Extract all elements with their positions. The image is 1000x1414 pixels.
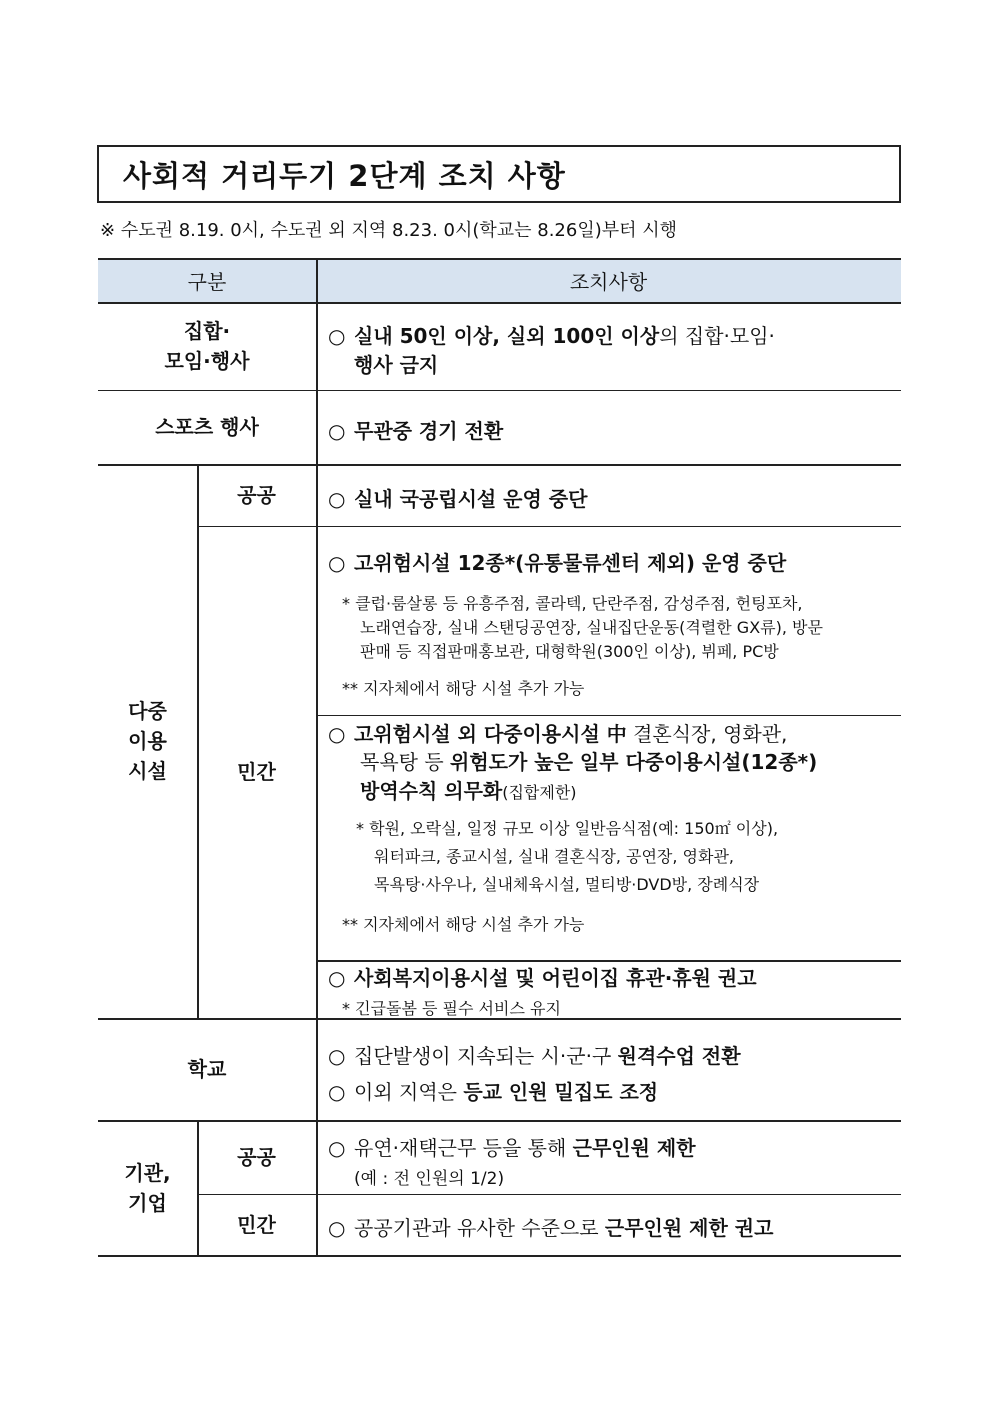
category-org-line1: 기관, bbox=[124, 1160, 171, 1185]
measure-text: 목욕탕 등 bbox=[360, 750, 450, 774]
measure-text: 등교 인원 밀집도 조정 bbox=[463, 1080, 659, 1104]
measure-text: 고위험시설 12종*(유통물류센터 제외) 운영 중단 bbox=[354, 551, 787, 575]
measure-text: 실내 50인 이상, 실외 100인 이상 bbox=[354, 324, 660, 348]
category-gathering-line2: 모임·행사 bbox=[164, 349, 250, 373]
bullet-icon: ○ bbox=[328, 487, 346, 511]
bullet-icon: ○ bbox=[328, 419, 346, 443]
page-title bbox=[97, 145, 901, 203]
footnote-line: 노래연습장, 실내 스탠딩공연장, 실내집단운동(격렬한 GX류), 방문 bbox=[360, 618, 823, 637]
measure-org-private bbox=[328, 1212, 773, 1241]
bullet-icon: ○ bbox=[328, 551, 346, 575]
measure-quarantine-rules-line3 bbox=[360, 775, 577, 804]
effective-date-notice: ※ 수도권 8.19. 0시, 수도권 외 지역 8.23. 0시(학교는 8.26일)부터 시행 bbox=[100, 220, 678, 241]
footnote-line: 워터파크, 종교시설, 실내 결혼식장, 공연장, 영화관, bbox=[374, 847, 734, 866]
category-school: 학교 bbox=[187, 1057, 227, 1081]
measure-school-remote bbox=[328, 1040, 741, 1069]
category-multi-line2: 이용 bbox=[128, 729, 167, 753]
bullet-icon: ○ bbox=[328, 1136, 346, 1160]
subcategory-private: 민간 bbox=[237, 760, 276, 784]
bullet-icon: ○ bbox=[328, 1216, 346, 1240]
footnote-line: * 클럽·룸살롱 등 유흥주점, 콜라텍, 단란주점, 감성주점, 헌팅포차, bbox=[342, 594, 803, 613]
category-gathering bbox=[98, 302, 316, 390]
measure-text: 무관중 경기 전환 bbox=[354, 419, 504, 443]
bullet-icon: ○ bbox=[328, 1044, 346, 1068]
measure-org-public-note: (예 : 전 인원의 1/2) bbox=[354, 1169, 505, 1189]
measure-welfare-closure bbox=[328, 962, 757, 991]
header-measures: 조치사항 bbox=[569, 269, 648, 294]
subcategory-private: 민간 bbox=[237, 1212, 276, 1237]
measures-table bbox=[98, 258, 901, 1258]
category-multi-line3: 시설 bbox=[128, 759, 167, 783]
category-multi-use-facilities bbox=[98, 464, 197, 1018]
subcategory-public: 공공 bbox=[237, 483, 276, 507]
measure-text: 결혼식장, 영화관, bbox=[626, 722, 788, 746]
category-gathering-line1: 집합· bbox=[183, 319, 231, 343]
measure-quarantine-rules-line1 bbox=[328, 718, 787, 747]
measure-text: 원격수업 전환 bbox=[617, 1044, 741, 1068]
bullet-icon: ○ bbox=[328, 1080, 346, 1104]
header-category: 구분 bbox=[187, 269, 227, 294]
measure-text: 근무인원 제한 권고 bbox=[604, 1216, 774, 1240]
measure-text: 이외 지역은 bbox=[354, 1080, 464, 1104]
measure-text: 의 집합·모임· bbox=[659, 324, 775, 348]
measure-text: 공공기관과 유사한 수준으로 bbox=[354, 1216, 605, 1240]
title-text: 사회적 거리두기 2단계 조치 사항 bbox=[123, 158, 566, 193]
measure-text: 실내 국공립시설 운영 중단 bbox=[354, 487, 588, 511]
footnote-extra: ** 지자체에서 해당 시설 추가 가능 bbox=[342, 679, 585, 698]
category-institutions bbox=[98, 1120, 197, 1255]
measure-text: 위험도가 높은 일부 다중이용시설(12종*) bbox=[450, 750, 818, 774]
measure-text: 근무인원 제한 bbox=[572, 1136, 696, 1160]
measure-text: 유연·재택근무 등을 통해 bbox=[354, 1136, 573, 1160]
category-org-line2: 기업 bbox=[128, 1190, 167, 1215]
measure-high-risk-closure bbox=[328, 547, 786, 576]
subcategory-public: 공공 bbox=[237, 1145, 276, 1169]
footnote-line: * 긴급돌봄 등 필수 서비스 유지 bbox=[342, 999, 561, 1018]
bullet-icon: ○ bbox=[328, 722, 346, 746]
footnote-line: 목욕탕·사우나, 실내체육시설, 멀티방·DVD방, 장례식장 bbox=[374, 875, 760, 894]
category-multi-line1: 다중 bbox=[128, 699, 167, 723]
measure-text: 고위험시설 외 다중이용시설 中 bbox=[354, 722, 627, 746]
measure-text: (집합제한) bbox=[502, 783, 577, 802]
bullet-icon: ○ bbox=[328, 324, 346, 348]
measure-school-density bbox=[328, 1076, 658, 1105]
column-divider bbox=[316, 258, 318, 1257]
category-sports: 스포츠 행사 bbox=[155, 415, 259, 439]
measure-text: 방역수칙 의무화 bbox=[360, 779, 503, 803]
measure-text: 사회복지이용시설 및 어린이집 휴관·휴원 권고 bbox=[354, 966, 757, 990]
measure-multi-public bbox=[328, 483, 587, 512]
footnote-line: * 학원, 오락실, 일정 규모 이상 일반음식점(예: 150㎡ 이상), bbox=[356, 819, 779, 838]
measure-gathering-line2: 행사 금지 bbox=[354, 353, 439, 377]
measure-text: 집단발생이 지속되는 시·군·구 bbox=[354, 1044, 618, 1068]
row-divider bbox=[317, 715, 901, 716]
measure-gathering-line1 bbox=[328, 320, 775, 349]
footnote-line: 판매 등 직접판매홍보관, 대형학원(300인 이상), 뷔페, PC방 bbox=[360, 642, 779, 661]
footnote-extra: ** 지자체에서 해당 시설 추가 가능 bbox=[342, 915, 585, 934]
measure-org-public bbox=[328, 1132, 696, 1161]
measure-sports bbox=[328, 415, 503, 444]
table-bottom-border bbox=[98, 1255, 901, 1257]
measure-quarantine-rules-line2 bbox=[360, 746, 817, 775]
bullet-icon: ○ bbox=[328, 966, 346, 990]
